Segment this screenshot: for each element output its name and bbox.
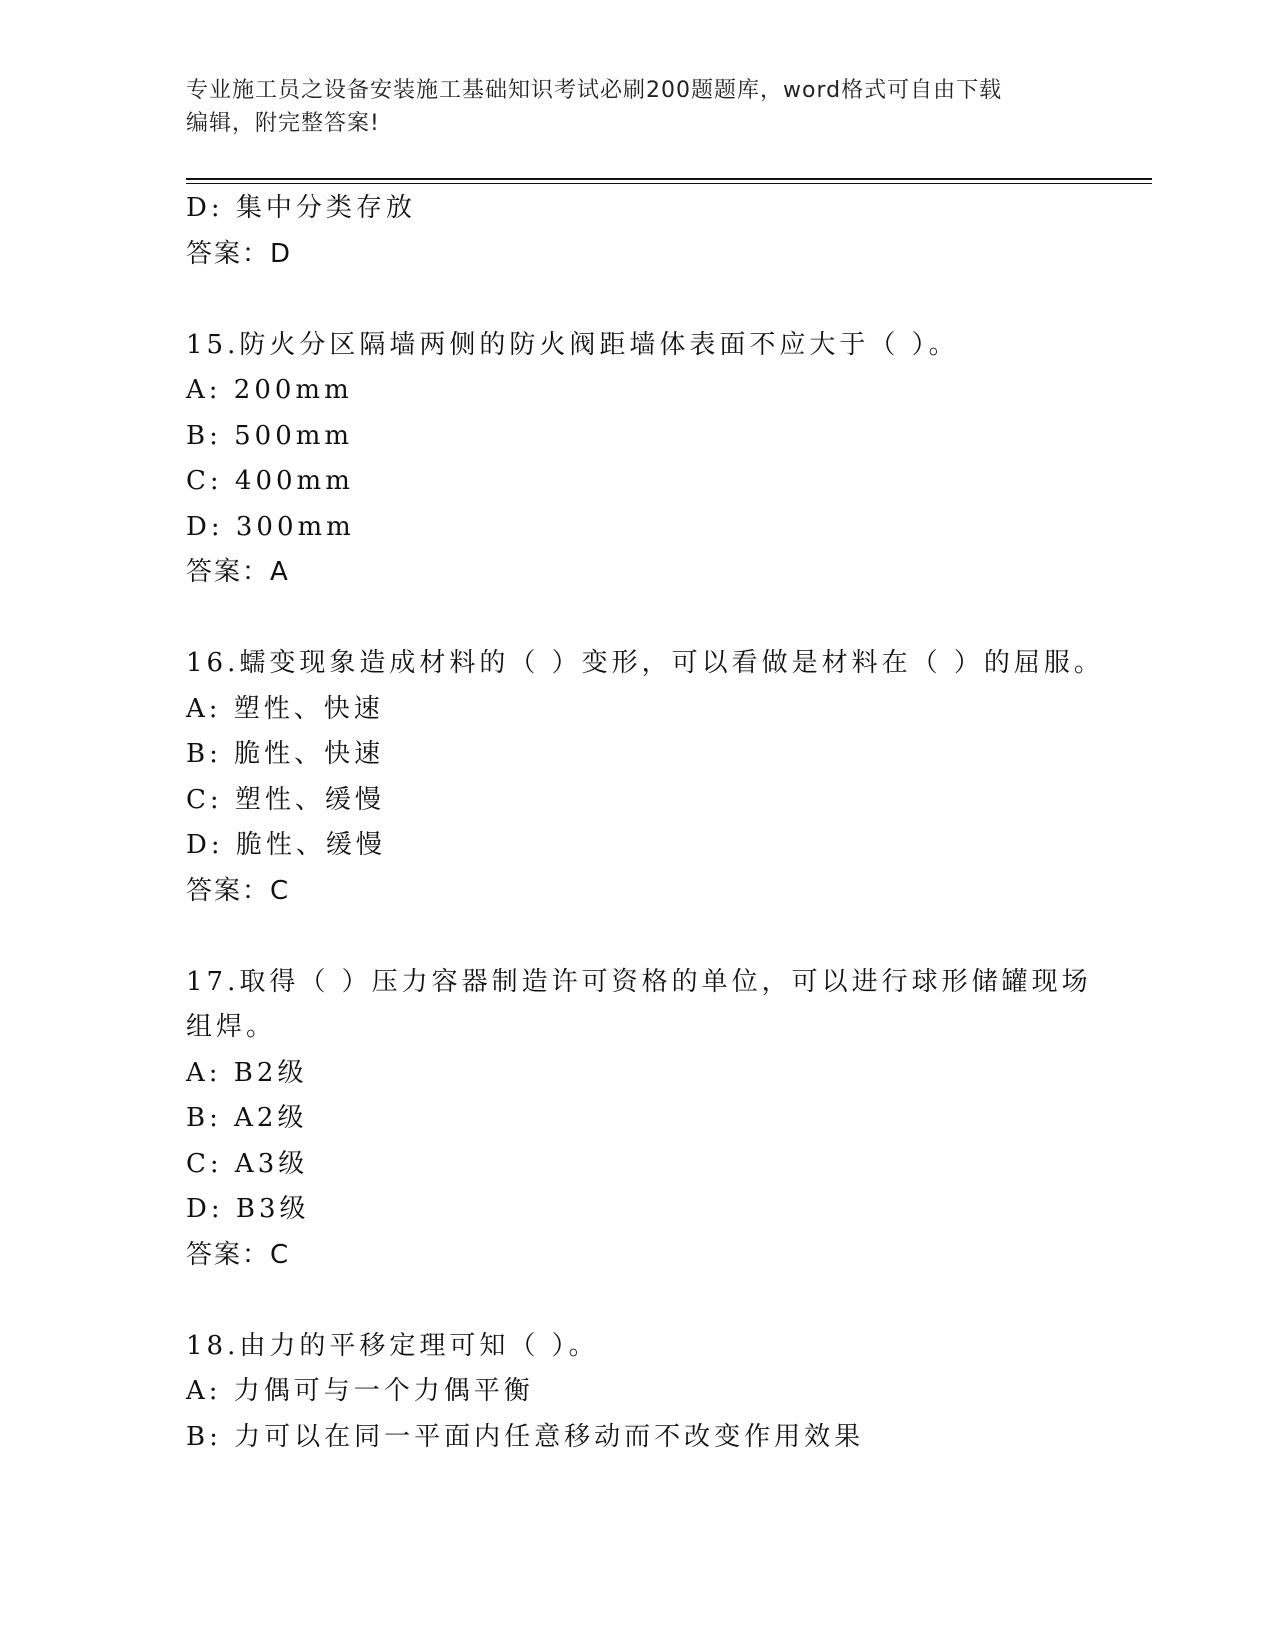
option-a: A: 力偶可与一个力偶平衡 bbox=[186, 1376, 534, 1406]
question-18 bbox=[186, 1324, 1152, 1461]
question-17 bbox=[186, 960, 1152, 1279]
option-b: B: 500mm bbox=[186, 420, 354, 451]
option-a: A: B2级 bbox=[186, 1057, 308, 1088]
question-stem-line-2: 组焊。 bbox=[186, 1012, 277, 1042]
question-16 bbox=[186, 641, 1152, 914]
spacer bbox=[186, 596, 1152, 642]
answer: 答案：C bbox=[186, 1239, 291, 1270]
answer: 答案：A bbox=[186, 557, 290, 587]
option-c: C: 塑性、缓慢 bbox=[186, 784, 385, 815]
option-d: D: 脆性、缓慢 bbox=[186, 830, 386, 860]
header-divider-thick bbox=[186, 178, 1152, 180]
question-stem: 16.蠕变现象造成材料的（ ）变形，可以看做是材料在（ ）的屈服。 bbox=[186, 648, 1104, 678]
option-b: B: 力可以在同一平面内任意移动而不改变作用效果 bbox=[186, 1421, 865, 1452]
header-divider-thin bbox=[186, 183, 1152, 184]
prev-answer: 答案：D bbox=[186, 238, 293, 269]
option-d: D: B3级 bbox=[186, 1194, 310, 1224]
question-15 bbox=[186, 323, 1152, 596]
header-title-line-1: 专业施工员之设备安装施工基础知识考试必刷200题题库，word格式可自由下载 bbox=[186, 78, 1003, 103]
option-b: B: 脆性、快速 bbox=[186, 739, 385, 769]
spacer bbox=[186, 277, 1152, 323]
prev-option-d: D: 集中分类存放 bbox=[186, 193, 416, 223]
question-stem-line-1: 17.取得（ ）压力容器制造许可资格的单位，可以进行球形储罐现场 bbox=[186, 966, 1092, 997]
option-b: B: A2级 bbox=[186, 1103, 308, 1133]
document-header bbox=[186, 74, 1066, 140]
option-d: D: 300mm bbox=[186, 511, 355, 542]
option-c: C: 400mm bbox=[186, 466, 354, 496]
option-a: A: 塑性、快速 bbox=[186, 693, 384, 724]
question-list bbox=[186, 186, 1152, 1460]
question-stem: 15.防火分区隔墙两侧的防火阀距墙体表面不应大于（ ）。 bbox=[186, 329, 959, 360]
question-stem: 18.由力的平移定理可知（ ）。 bbox=[186, 1330, 599, 1361]
header-title-line-2: 编辑，附完整答案! bbox=[186, 111, 380, 136]
option-c: C: A3级 bbox=[186, 1148, 309, 1179]
spacer bbox=[186, 1278, 1152, 1324]
option-a: A: 200mm bbox=[186, 375, 353, 405]
answer: 答案：C bbox=[186, 875, 291, 906]
spacer bbox=[186, 914, 1152, 960]
